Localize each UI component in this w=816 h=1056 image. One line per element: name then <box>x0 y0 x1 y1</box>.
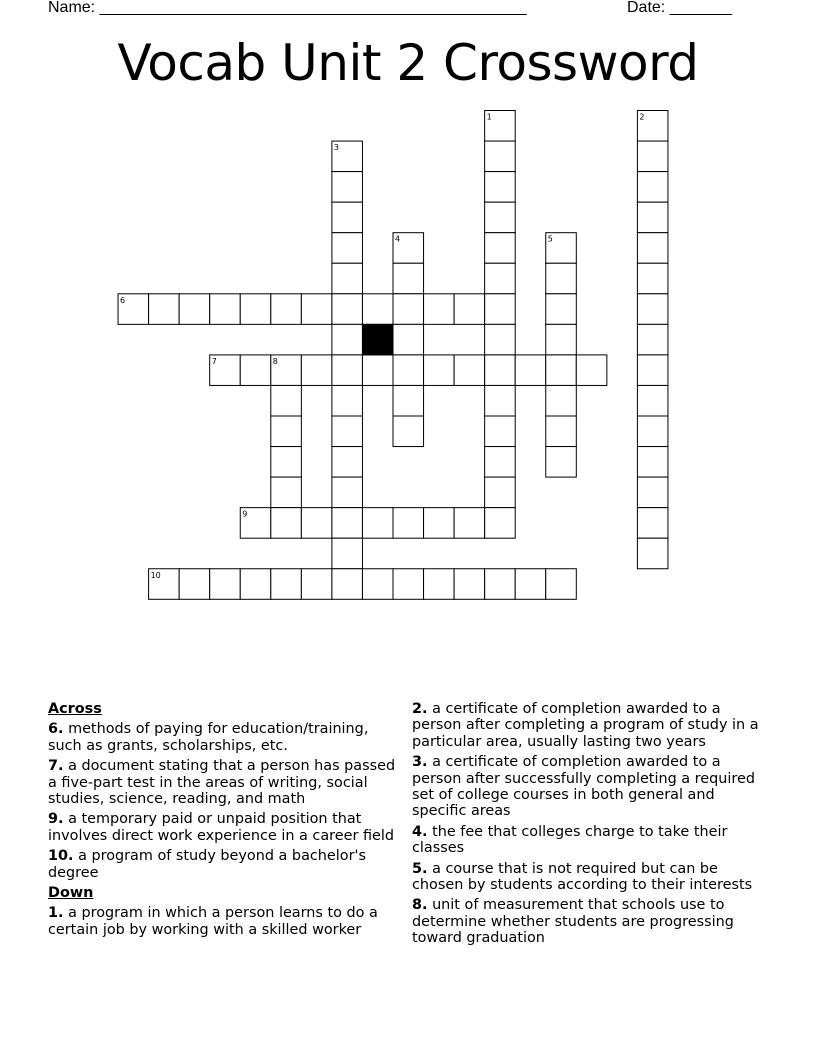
grid-cell[interactable] <box>301 355 332 386</box>
clue-number-label: 8 <box>272 356 278 366</box>
clue-number-label: 6 <box>120 295 126 305</box>
clue-column-left <box>48 701 398 942</box>
grid-cell[interactable] <box>393 263 424 294</box>
grid-cell[interactable] <box>485 141 516 172</box>
grid-cell[interactable] <box>424 508 455 539</box>
grid-cell[interactable] <box>240 294 271 325</box>
grid-cell[interactable] <box>485 569 516 600</box>
grid-cell[interactable] <box>485 202 516 233</box>
grid-cell[interactable] <box>362 569 393 600</box>
grid-cell[interactable] <box>362 294 393 325</box>
grid-cell[interactable] <box>271 477 302 508</box>
clue-number-label: 3 <box>333 143 339 153</box>
name-blank[interactable]: ________________________________________________ <box>99 0 527 16</box>
grid-cell[interactable] <box>332 172 363 203</box>
grid-cell[interactable] <box>515 569 546 600</box>
grid-cell[interactable] <box>637 202 668 233</box>
clue-number: 7. <box>48 758 64 775</box>
clue-text: a certificate of completion awarded to a person after successfully completing a required set of college courses in both general and specific areas <box>412 754 755 820</box>
grid-cell[interactable] <box>637 477 668 508</box>
grid-cell[interactable] <box>301 294 332 325</box>
clue-text: a certificate of completion awarded to a person after completing a program of study in a particular area, usually lasting two years <box>412 701 759 750</box>
clue-number: 1. <box>48 905 64 922</box>
grid-cell[interactable] <box>485 324 516 355</box>
grid-cell[interactable] <box>637 385 668 416</box>
grid-cell[interactable] <box>485 172 516 203</box>
grid-cell[interactable] <box>637 141 668 172</box>
clue-number: 3. <box>412 754 428 771</box>
grid-cell[interactable] <box>362 508 393 539</box>
grid-cell[interactable] <box>485 385 516 416</box>
grid-cell[interactable] <box>332 477 363 508</box>
clue-number: 10. <box>48 848 74 865</box>
across-clue <box>48 721 398 754</box>
grid-cell[interactable] <box>485 477 516 508</box>
grid-cell[interactable] <box>454 569 485 600</box>
grid-cell[interactable] <box>332 263 363 294</box>
grid-cell[interactable] <box>210 294 241 325</box>
grid-cell[interactable] <box>485 263 516 294</box>
grid-cell[interactable] <box>332 324 363 355</box>
grid-cell[interactable] <box>637 538 668 569</box>
grid-cell[interactable] <box>332 355 363 386</box>
clue-number-label: 2 <box>639 112 645 122</box>
grid-cell[interactable] <box>637 416 668 447</box>
across-clue <box>48 811 398 844</box>
grid-cell[interactable] <box>485 416 516 447</box>
grid-cell[interactable] <box>637 172 668 203</box>
down-clue <box>48 905 398 938</box>
grid-cell[interactable] <box>393 294 424 325</box>
down-clue <box>412 897 768 946</box>
grid-cell[interactable] <box>393 355 424 386</box>
grid-cell[interactable] <box>637 447 668 478</box>
clue-number-label: 1 <box>486 112 492 122</box>
across-clue <box>48 758 398 807</box>
grid-cell[interactable] <box>637 508 668 539</box>
grid-cell[interactable] <box>546 294 577 325</box>
clue-number: 8. <box>412 897 428 914</box>
clue-text: methods of paying for education/training, such as grants, scholarships, etc. <box>48 721 369 754</box>
down-clue <box>412 861 768 894</box>
grid-cell[interactable] <box>485 294 516 325</box>
grid-cell[interactable] <box>546 355 577 386</box>
grid-cell[interactable] <box>240 355 271 386</box>
clue-text: a document stating that a person has passed a five-part test in the areas of writing, social studies, science, reading, and math <box>48 758 396 808</box>
grid-cell[interactable] <box>637 324 668 355</box>
grid-cell[interactable] <box>637 263 668 294</box>
grid-cell[interactable] <box>546 263 577 294</box>
down-clue <box>412 824 768 857</box>
clue-number-label: 9 <box>242 509 248 519</box>
clue-text: a temporary paid or unpaid position that involves direct work experience in a career field <box>48 811 394 844</box>
grid-cell[interactable] <box>271 294 302 325</box>
grid-cell[interactable] <box>240 569 271 600</box>
clue-text: the fee that colleges charge to take their classes <box>412 823 728 857</box>
grid-cell[interactable] <box>424 569 455 600</box>
grid-cell[interactable] <box>546 447 577 478</box>
grid-cell[interactable] <box>301 569 332 600</box>
down-clue <box>412 701 768 750</box>
grid-cell[interactable] <box>576 355 607 386</box>
clue-number-label: 4 <box>395 234 401 244</box>
down-heading: Down <box>48 885 94 902</box>
grid-cell[interactable] <box>332 447 363 478</box>
grid-cell[interactable] <box>179 569 210 600</box>
grid-cell[interactable] <box>332 202 363 233</box>
grid-cell[interactable] <box>454 355 485 386</box>
grid-cell[interactable] <box>393 385 424 416</box>
grid-cell[interactable] <box>271 569 302 600</box>
grid-cell[interactable] <box>271 416 302 447</box>
grid-cell[interactable] <box>454 294 485 325</box>
grid-cell[interactable] <box>637 233 668 264</box>
grid-cell[interactable] <box>546 324 577 355</box>
clue-column-right <box>412 701 768 951</box>
grid-cell[interactable] <box>424 294 455 325</box>
date-label: Date: <box>627 0 666 16</box>
grid-cell[interactable] <box>332 416 363 447</box>
grid-cell[interactable] <box>393 508 424 539</box>
across-clue <box>48 848 398 881</box>
across-heading: Across <box>48 701 102 717</box>
grid-cell[interactable] <box>332 508 363 539</box>
clue-text: a course that is not required but can be chosen by students according to their interests <box>412 860 753 894</box>
grid-cell[interactable] <box>546 416 577 447</box>
grid-cell[interactable] <box>179 294 210 325</box>
black-cell <box>362 324 393 355</box>
grid-cell[interactable] <box>546 569 577 600</box>
clue-number-label: 5 <box>547 234 553 244</box>
grid-cell[interactable] <box>515 355 546 386</box>
grid-cell[interactable] <box>149 294 180 325</box>
clue-text: unit of measurement that schools use to determine whether students are progressing toward graduation <box>412 897 734 947</box>
clue-number-label: 7 <box>211 356 217 366</box>
grid-cell[interactable] <box>546 385 577 416</box>
grid-cell[interactable] <box>393 416 424 447</box>
grid-cell[interactable] <box>485 355 516 386</box>
grid-cell[interactable] <box>362 355 393 386</box>
grid-cell[interactable] <box>332 233 363 264</box>
grid-cell[interactable] <box>301 508 332 539</box>
grid-cell[interactable] <box>637 355 668 386</box>
grid-cell[interactable] <box>637 294 668 325</box>
clue-text: a program in which a person learns to do a certain job by working with a skilled worker <box>48 905 378 938</box>
down-clue <box>412 754 768 820</box>
grid-cell[interactable] <box>485 447 516 478</box>
date-blank[interactable]: _______ <box>669 0 732 16</box>
grid-cell[interactable] <box>210 569 241 600</box>
grid-cell[interactable] <box>271 508 302 539</box>
clue-number: 9. <box>48 811 64 828</box>
grid-cell[interactable] <box>332 294 363 325</box>
clue-number: 5. <box>412 860 428 877</box>
grid-cell[interactable] <box>271 447 302 478</box>
clue-number: 2. <box>412 701 428 717</box>
grid-cell[interactable] <box>454 508 485 539</box>
grid-cell[interactable] <box>393 324 424 355</box>
grid-cell[interactable] <box>332 569 363 600</box>
name-label: Name: <box>48 0 96 16</box>
grid-cell[interactable] <box>424 355 455 386</box>
clue-number: 4. <box>412 823 428 840</box>
grid-cell[interactable] <box>271 385 302 416</box>
grid-cell[interactable] <box>332 538 363 569</box>
clue-text: a program of study beyond a bachelor's degree <box>48 848 366 881</box>
grid-cell[interactable] <box>485 233 516 264</box>
clue-number-label: 10 <box>150 570 161 580</box>
grid-cell[interactable] <box>485 508 516 539</box>
grid-cell[interactable] <box>393 569 424 600</box>
page-title: Vocab Unit 2 Crossword <box>117 34 699 92</box>
grid-cell[interactable] <box>332 385 363 416</box>
clue-number: 6. <box>48 721 64 738</box>
